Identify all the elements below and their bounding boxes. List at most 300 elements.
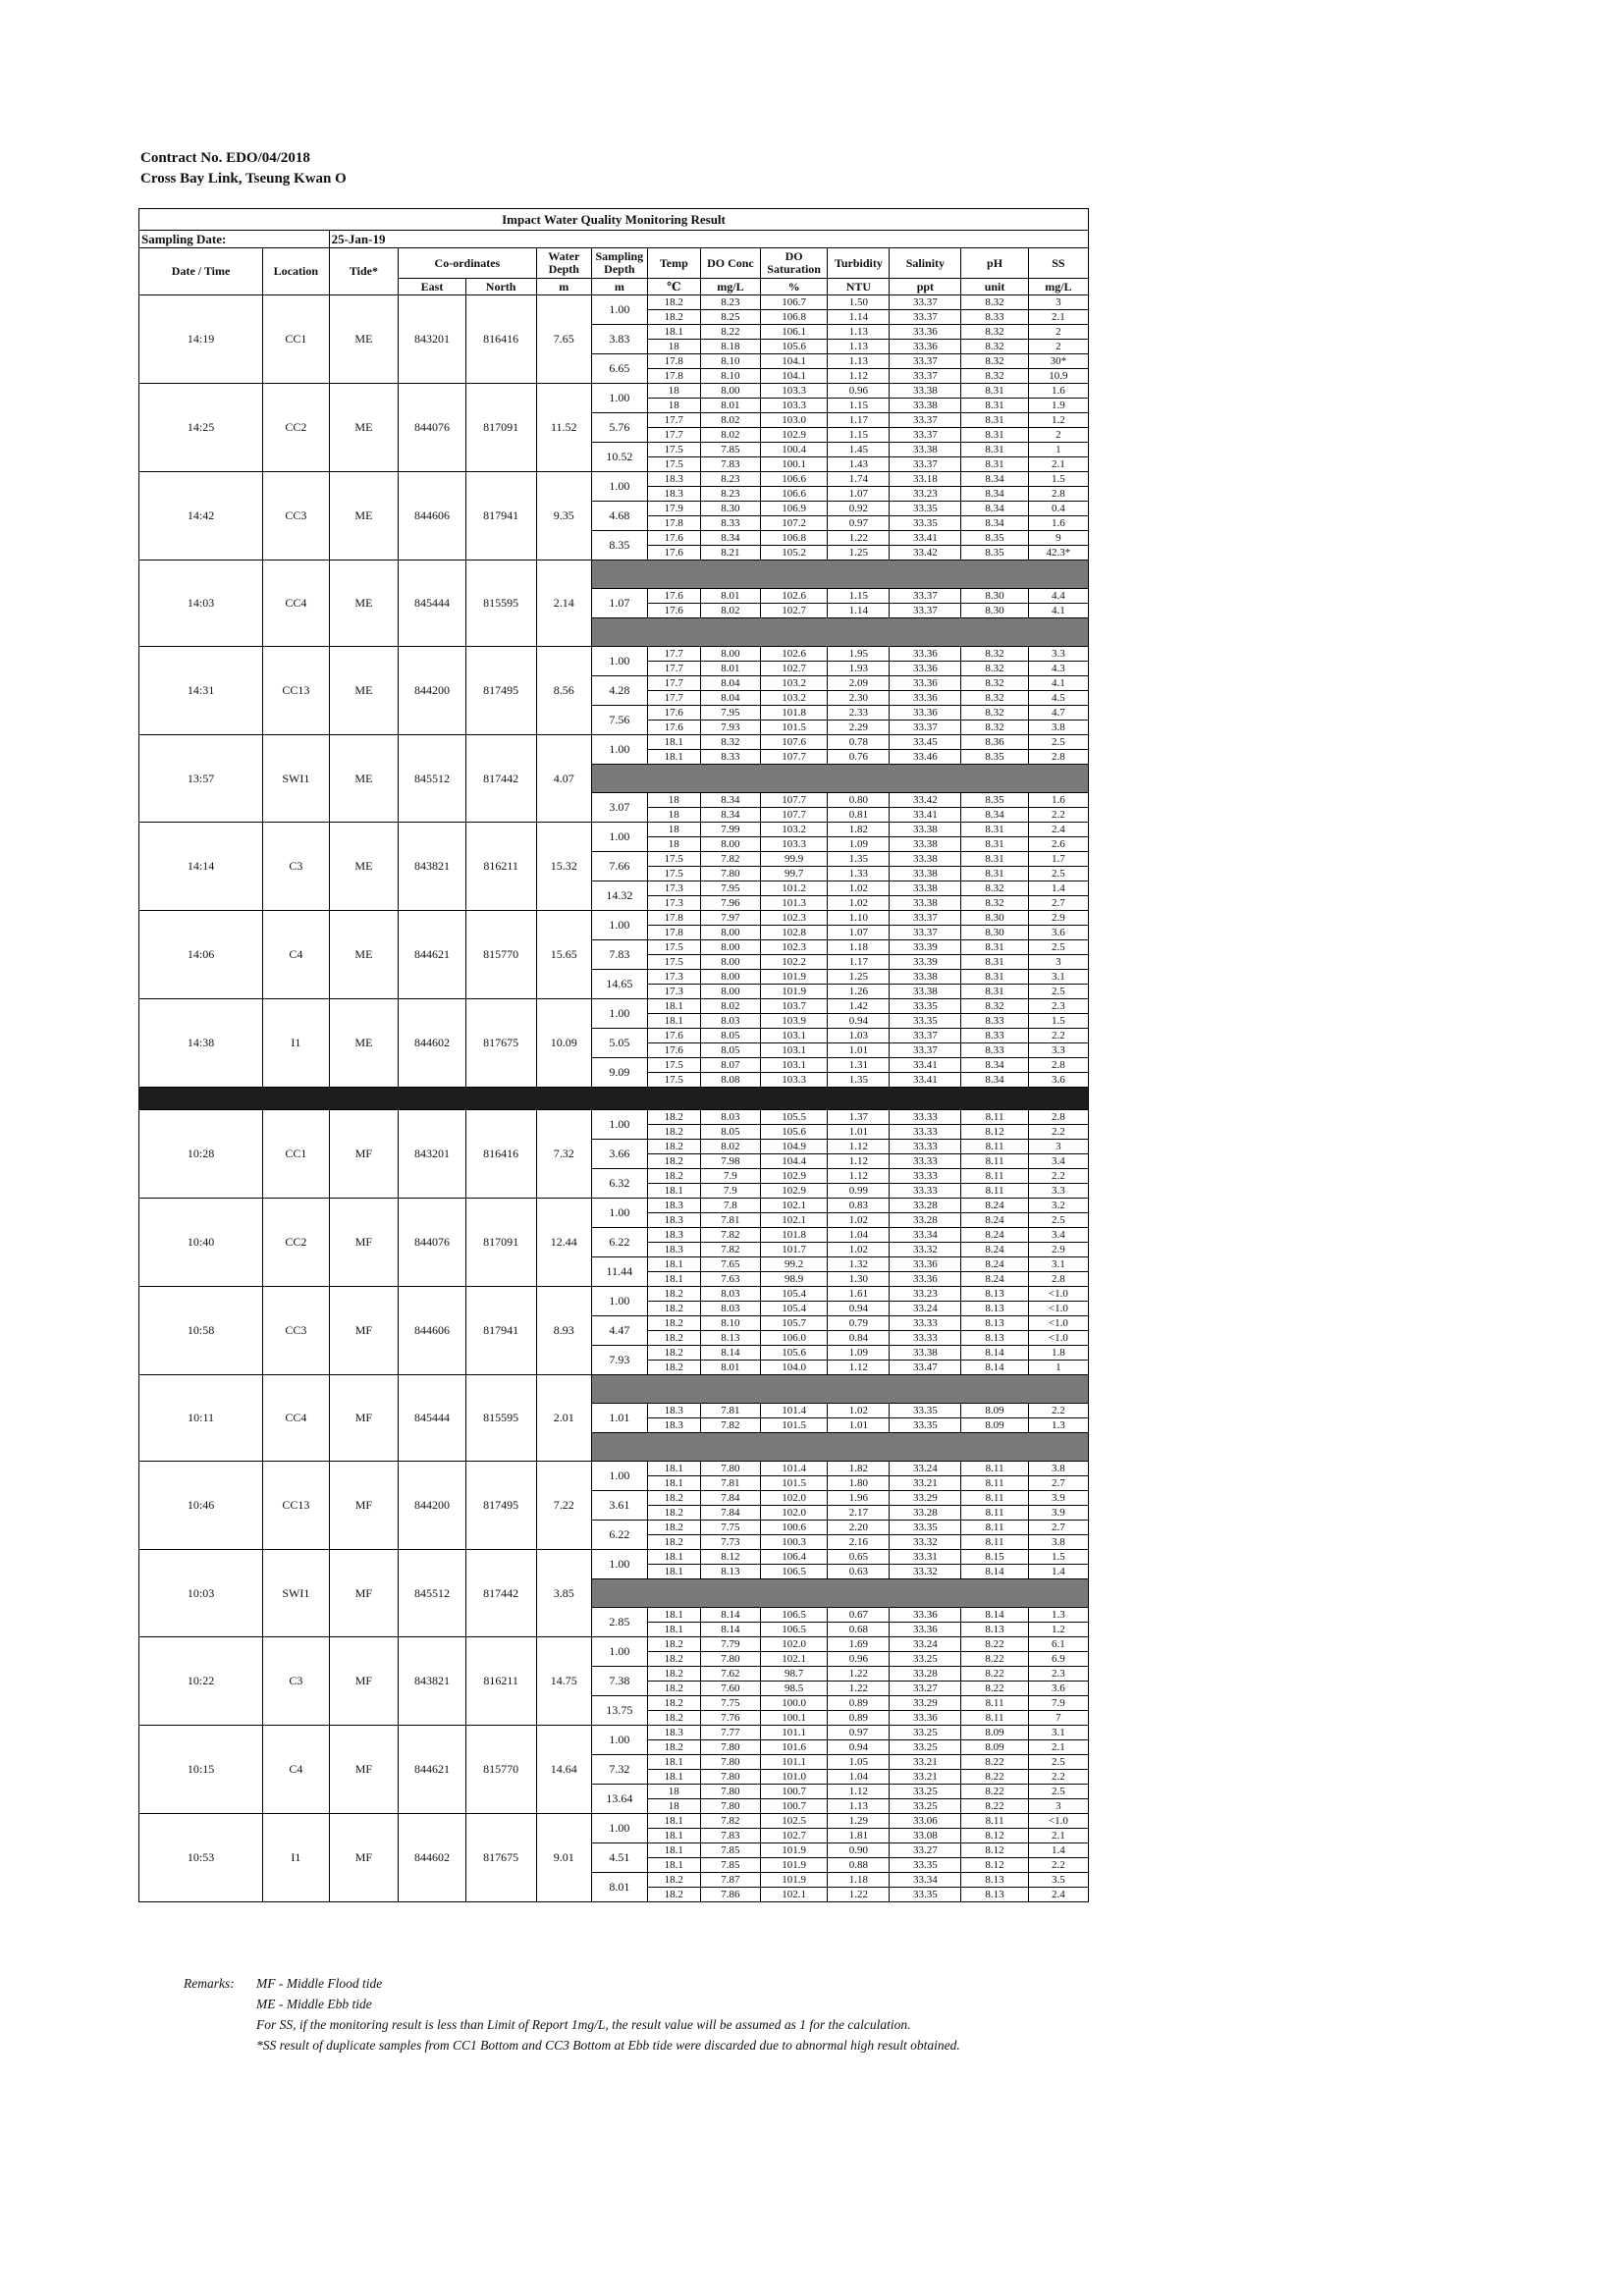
ss-cell: 2.1: [1028, 457, 1088, 472]
temp-cell: 18.2: [647, 1125, 700, 1140]
temp-cell: 18.2: [647, 1361, 700, 1375]
ph-cell: 8.30: [961, 926, 1029, 940]
salinity-cell: 33.38: [890, 970, 961, 985]
temp-cell: 18.1: [647, 1184, 700, 1199]
ss-cell: 3.9: [1028, 1506, 1088, 1521]
do-saturation-cell: 105.7: [760, 1316, 828, 1331]
salinity-cell: 33.33: [890, 1110, 961, 1125]
north-cell: 815595: [465, 1375, 536, 1462]
sampling-date-label: Sampling Date:: [139, 231, 330, 248]
do-conc-cell: 8.05: [700, 1029, 760, 1043]
ss-cell: 1.5: [1028, 472, 1088, 487]
temp-cell: 18.3: [647, 487, 700, 502]
salinity-cell: 33.29: [890, 1491, 961, 1506]
ph-cell: 8.14: [961, 1346, 1029, 1361]
salinity-cell: 33.38: [890, 384, 961, 399]
east-cell: 843201: [399, 295, 466, 384]
salinity-cell: 33.38: [890, 823, 961, 837]
ph-cell: 8.31: [961, 852, 1029, 867]
temp-cell: 18.2: [647, 1506, 700, 1521]
turbidity-cell: 1.25: [828, 970, 890, 985]
turbidity-cell: 1.80: [828, 1476, 890, 1491]
ss-cell: 3.6: [1028, 926, 1088, 940]
salinity-cell: 33.35: [890, 1521, 961, 1535]
turbidity-cell: 0.96: [828, 1652, 890, 1667]
do-saturation-cell: 105.6: [760, 1346, 828, 1361]
ph-cell: 8.09: [961, 1726, 1029, 1740]
tide-cell: ME: [329, 384, 399, 472]
time-cell: 14:03: [139, 561, 263, 647]
ph-cell: 8.11: [961, 1696, 1029, 1711]
ss-cell: 2.1: [1028, 310, 1088, 325]
do-saturation-cell: 101.5: [760, 1418, 828, 1433]
north-cell: 815595: [465, 561, 536, 647]
do-conc-cell: 7.82: [700, 852, 760, 867]
water-depth-cell: 14.64: [536, 1726, 592, 1814]
sampling-depth-cell: 1.00: [592, 735, 648, 765]
turbidity-cell: 1.02: [828, 1404, 890, 1418]
do-conc-cell: 7.9: [700, 1169, 760, 1184]
turbidity-cell: 1.33: [828, 867, 890, 881]
ss-cell: 2.7: [1028, 1521, 1088, 1535]
sampling-depth-cell: 13.75: [592, 1696, 648, 1726]
time-cell: 10:46: [139, 1462, 263, 1550]
temp-cell: 18.1: [647, 1814, 700, 1829]
do-conc-cell: 8.07: [700, 1058, 760, 1073]
temp-cell: 17.8: [647, 926, 700, 940]
do-conc-cell: 8.10: [700, 369, 760, 384]
do-saturation-cell: 102.0: [760, 1506, 828, 1521]
turbidity-cell: 1.30: [828, 1272, 890, 1287]
do-conc-cell: 8.05: [700, 1125, 760, 1140]
do-saturation-cell: 106.7: [760, 295, 828, 310]
ph-cell: 8.24: [961, 1213, 1029, 1228]
do-saturation-cell: 107.7: [760, 808, 828, 823]
location-cell: I1: [263, 1814, 329, 1902]
tide-cell: ME: [329, 735, 399, 823]
sampling-depth-cell: 14.32: [592, 881, 648, 911]
ph-cell: 8.11: [961, 1506, 1029, 1521]
table-row: [139, 561, 1089, 589]
do-conc-cell: 8.14: [700, 1608, 760, 1623]
do-conc-cell: 8.02: [700, 428, 760, 443]
temp-cell: 18.1: [647, 1829, 700, 1843]
do-conc-cell: 8.21: [700, 546, 760, 561]
temp-cell: 18.2: [647, 310, 700, 325]
turbidity-cell: 1.17: [828, 413, 890, 428]
north-cell: 817675: [465, 999, 536, 1088]
ph-cell: 8.14: [961, 1565, 1029, 1579]
temp-cell: 18: [647, 1799, 700, 1814]
do-conc-cell: 7.87: [700, 1873, 760, 1888]
do-conc-cell: 8.34: [700, 531, 760, 546]
do-saturation-cell: 102.1: [760, 1652, 828, 1667]
salinity-cell: 33.47: [890, 1361, 961, 1375]
do-saturation-cell: 100.6: [760, 1521, 828, 1535]
temp-cell: 18.3: [647, 1228, 700, 1243]
do-conc-cell: 8.33: [700, 516, 760, 531]
document-header: [140, 148, 347, 189]
turbidity-cell: 1.02: [828, 896, 890, 911]
time-cell: 14:31: [139, 647, 263, 735]
ss-cell: 2.5: [1028, 940, 1088, 955]
table-row: [139, 472, 1089, 487]
turbidity-cell: 1.07: [828, 926, 890, 940]
sampling-depth-cell: 1.00: [592, 1110, 648, 1140]
temp-cell: 17.5: [647, 940, 700, 955]
do-conc-cell: 8.00: [700, 985, 760, 999]
east-cell: 844606: [399, 1287, 466, 1375]
temp-cell: 17.3: [647, 881, 700, 896]
ss-cell: 2.7: [1028, 1476, 1088, 1491]
salinity-cell: 33.41: [890, 1073, 961, 1088]
turbidity-cell: 1.37: [828, 1110, 890, 1125]
temp-cell: 17.7: [647, 691, 700, 706]
turbidity-cell: 0.67: [828, 1608, 890, 1623]
do-conc-cell: 8.00: [700, 837, 760, 852]
time-cell: 10:22: [139, 1637, 263, 1726]
ss-cell: 2.5: [1028, 1785, 1088, 1799]
ss-cell: 7: [1028, 1711, 1088, 1726]
do-conc-cell: 8.04: [700, 676, 760, 691]
do-conc-cell: 7.60: [700, 1682, 760, 1696]
sampling-depth-cell: 3.83: [592, 325, 648, 354]
do-conc-cell: 8.23: [700, 295, 760, 310]
turbidity-cell: 1.22: [828, 1682, 890, 1696]
temp-cell: 18.2: [647, 1287, 700, 1302]
turbidity-cell: 1.13: [828, 340, 890, 354]
ss-cell: 30*: [1028, 354, 1088, 369]
temp-cell: 17.3: [647, 985, 700, 999]
do-saturation-cell: 102.5: [760, 1814, 828, 1829]
do-conc-cell: 7.77: [700, 1726, 760, 1740]
do-conc-cell: 8.00: [700, 970, 760, 985]
salinity-cell: 33.33: [890, 1169, 961, 1184]
do-saturation-cell: 104.9: [760, 1140, 828, 1154]
time-cell: 10:58: [139, 1287, 263, 1375]
sampling-depth-cell: 4.68: [592, 502, 648, 531]
salinity-cell: 33.34: [890, 1873, 961, 1888]
temp-cell: 18.1: [647, 1623, 700, 1637]
salinity-cell: 33.24: [890, 1462, 961, 1476]
do-conc-cell: 7.82: [700, 1418, 760, 1433]
table-body: [139, 295, 1089, 1902]
do-saturation-cell: 99.2: [760, 1257, 828, 1272]
do-saturation-cell: 106.0: [760, 1331, 828, 1346]
salinity-cell: 33.21: [890, 1770, 961, 1785]
do-saturation-cell: 101.2: [760, 881, 828, 896]
ss-cell: 1.6: [1028, 384, 1088, 399]
water-depth-cell: 9.01: [536, 1814, 592, 1902]
do-conc-cell: 8.02: [700, 999, 760, 1014]
empty-layer-band: [592, 765, 1089, 793]
temp-cell: 17.6: [647, 1043, 700, 1058]
do-saturation-cell: 101.4: [760, 1404, 828, 1418]
location-cell: CC3: [263, 1287, 329, 1375]
ss-cell: 2.8: [1028, 1058, 1088, 1073]
salinity-cell: 33.24: [890, 1302, 961, 1316]
do-saturation-cell: 101.5: [760, 721, 828, 735]
sampling-depth-cell: 9.09: [592, 1058, 648, 1088]
do-conc-cell: 8.18: [700, 340, 760, 354]
do-conc-cell: 7.79: [700, 1637, 760, 1652]
tide-cell: ME: [329, 999, 399, 1088]
temp-cell: 18.1: [647, 1257, 700, 1272]
ph-cell: 8.35: [961, 531, 1029, 546]
ss-cell: 2.4: [1028, 823, 1088, 837]
ph-cell: 8.13: [961, 1316, 1029, 1331]
ph-cell: 8.09: [961, 1740, 1029, 1755]
do-conc-cell: 7.95: [700, 881, 760, 896]
salinity-cell: 33.38: [890, 443, 961, 457]
turbidity-cell: 1.15: [828, 589, 890, 604]
ss-cell: 1.3: [1028, 1418, 1088, 1433]
unit-water-depth: m: [536, 279, 592, 295]
north-cell: 817941: [465, 1287, 536, 1375]
sampling-depth-cell: 3.07: [592, 793, 648, 823]
time-cell: 10:40: [139, 1199, 263, 1287]
ss-cell: 1.6: [1028, 793, 1088, 808]
ph-cell: 8.31: [961, 823, 1029, 837]
do-conc-cell: 8.13: [700, 1331, 760, 1346]
ph-cell: 8.32: [961, 369, 1029, 384]
do-saturation-cell: 98.5: [760, 1682, 828, 1696]
ss-cell: 1.4: [1028, 1565, 1088, 1579]
tide-cell: MF: [329, 1462, 399, 1550]
ss-cell: 3: [1028, 1799, 1088, 1814]
sampling-depth-cell: 7.56: [592, 706, 648, 735]
ss-cell: 1.5: [1028, 1550, 1088, 1565]
ss-cell: 2.2: [1028, 808, 1088, 823]
turbidity-cell: 0.80: [828, 793, 890, 808]
salinity-cell: 33.36: [890, 1711, 961, 1726]
turbidity-cell: 1.03: [828, 1029, 890, 1043]
salinity-cell: 33.41: [890, 1058, 961, 1073]
temp-cell: 18.3: [647, 1418, 700, 1433]
ph-cell: 8.34: [961, 502, 1029, 516]
ss-cell: 2.2: [1028, 1858, 1088, 1873]
do-conc-cell: 8.00: [700, 384, 760, 399]
east-cell: 845444: [399, 1375, 466, 1462]
ss-cell: 1.3: [1028, 1608, 1088, 1623]
ss-cell: 0.4: [1028, 502, 1088, 516]
east-cell: 843821: [399, 1637, 466, 1726]
do-conc-cell: 8.10: [700, 354, 760, 369]
ss-cell: 2.8: [1028, 750, 1088, 765]
do-saturation-cell: 103.1: [760, 1058, 828, 1073]
do-saturation-cell: 101.8: [760, 1228, 828, 1243]
time-cell: 14:42: [139, 472, 263, 561]
ss-cell: 6.1: [1028, 1637, 1088, 1652]
salinity-cell: 33.37: [890, 295, 961, 310]
do-saturation-cell: 101.9: [760, 1843, 828, 1858]
ph-cell: 8.30: [961, 604, 1029, 618]
ph-cell: 8.12: [961, 1858, 1029, 1873]
turbidity-cell: 0.88: [828, 1858, 890, 1873]
temp-cell: 18: [647, 837, 700, 852]
do-saturation-cell: 102.1: [760, 1888, 828, 1902]
sampling-depth-cell: 8.01: [592, 1873, 648, 1902]
ss-cell: 2: [1028, 340, 1088, 354]
ph-cell: 8.11: [961, 1110, 1029, 1125]
do-saturation-cell: 106.9: [760, 502, 828, 516]
salinity-cell: 33.33: [890, 1154, 961, 1169]
do-saturation-cell: 100.4: [760, 443, 828, 457]
do-conc-cell: 8.03: [700, 1287, 760, 1302]
sampling-depth-cell: 1.00: [592, 295, 648, 325]
salinity-cell: 33.35: [890, 1858, 961, 1873]
ss-cell: 3.8: [1028, 1462, 1088, 1476]
temp-cell: 18.2: [647, 1140, 700, 1154]
ss-cell: 3.9: [1028, 1491, 1088, 1506]
time-cell: 10:53: [139, 1814, 263, 1902]
temp-cell: 17.7: [647, 413, 700, 428]
north-cell: 817442: [465, 735, 536, 823]
turbidity-cell: 0.94: [828, 1014, 890, 1029]
do-conc-cell: 8.12: [700, 1550, 760, 1565]
location-cell: CC13: [263, 1462, 329, 1550]
temp-cell: 18.1: [647, 735, 700, 750]
header-east: East: [399, 279, 466, 295]
ph-cell: 8.32: [961, 691, 1029, 706]
do-saturation-cell: 101.3: [760, 896, 828, 911]
header-coordinates: Co-ordinates: [399, 248, 536, 279]
temp-cell: 18.1: [647, 1858, 700, 1873]
water-depth-cell: 10.09: [536, 999, 592, 1088]
temp-cell: 17.7: [647, 428, 700, 443]
east-cell: 844076: [399, 384, 466, 472]
ss-cell: 3.3: [1028, 647, 1088, 662]
salinity-cell: 33.21: [890, 1476, 961, 1491]
do-conc-cell: 8.34: [700, 808, 760, 823]
salinity-cell: 33.06: [890, 1814, 961, 1829]
temp-cell: 17.5: [647, 443, 700, 457]
temp-cell: 18.1: [647, 1565, 700, 1579]
ss-cell: 2.7: [1028, 896, 1088, 911]
do-saturation-cell: 102.6: [760, 647, 828, 662]
do-saturation-cell: 103.9: [760, 1014, 828, 1029]
do-saturation-cell: 106.5: [760, 1608, 828, 1623]
do-saturation-cell: 100.7: [760, 1799, 828, 1814]
do-conc-cell: 7.84: [700, 1491, 760, 1506]
do-saturation-cell: 102.3: [760, 940, 828, 955]
do-conc-cell: 8.00: [700, 940, 760, 955]
empty-layer-band: [592, 1375, 1089, 1404]
do-conc-cell: 7.82: [700, 1228, 760, 1243]
do-saturation-cell: 101.9: [760, 1858, 828, 1873]
ph-cell: 8.24: [961, 1272, 1029, 1287]
ss-cell: <1.0: [1028, 1316, 1088, 1331]
turbidity-cell: 1.42: [828, 999, 890, 1014]
ph-cell: 8.33: [961, 1014, 1029, 1029]
table-row: [139, 1637, 1089, 1652]
north-cell: 817675: [465, 1814, 536, 1902]
table-row: [139, 1814, 1089, 1829]
salinity-cell: 33.36: [890, 1623, 961, 1637]
salinity-cell: 33.33: [890, 1316, 961, 1331]
do-conc-cell: 7.76: [700, 1711, 760, 1726]
east-cell: 844200: [399, 1462, 466, 1550]
do-saturation-cell: 106.6: [760, 472, 828, 487]
do-saturation-cell: 101.9: [760, 1873, 828, 1888]
unit-salinity: ppt: [890, 279, 961, 295]
do-saturation-cell: 100.1: [760, 1711, 828, 1726]
turbidity-cell: 0.84: [828, 1331, 890, 1346]
salinity-cell: 33.41: [890, 531, 961, 546]
east-cell: 844602: [399, 1814, 466, 1902]
ph-cell: 8.22: [961, 1755, 1029, 1770]
temp-cell: 18.1: [647, 750, 700, 765]
temp-cell: 18.2: [647, 1154, 700, 1169]
turbidity-cell: 1.12: [828, 1361, 890, 1375]
sampling-depth-cell: 1.00: [592, 911, 648, 940]
table-row: [139, 823, 1089, 837]
sampling-depth-cell: 5.05: [592, 1029, 648, 1058]
salinity-cell: 33.38: [890, 867, 961, 881]
ss-cell: 4.3: [1028, 662, 1088, 676]
do-conc-cell: 7.80: [700, 1799, 760, 1814]
do-conc-cell: 8.01: [700, 399, 760, 413]
ph-cell: 8.11: [961, 1535, 1029, 1550]
ss-cell: 3.1: [1028, 1726, 1088, 1740]
location-cell: CC1: [263, 295, 329, 384]
do-saturation-cell: 102.7: [760, 662, 828, 676]
do-saturation-cell: 103.3: [760, 837, 828, 852]
turbidity-cell: 1.35: [828, 852, 890, 867]
salinity-cell: 33.35: [890, 502, 961, 516]
turbidity-cell: 2.20: [828, 1521, 890, 1535]
ph-cell: 8.11: [961, 1491, 1029, 1506]
ph-cell: 8.12: [961, 1829, 1029, 1843]
ph-cell: 8.30: [961, 911, 1029, 926]
ss-cell: 1.9: [1028, 399, 1088, 413]
salinity-cell: 33.37: [890, 721, 961, 735]
do-saturation-cell: 101.9: [760, 970, 828, 985]
do-saturation-cell: 103.3: [760, 399, 828, 413]
unit-ph: unit: [961, 279, 1029, 295]
ss-cell: 3.5: [1028, 1873, 1088, 1888]
turbidity-cell: 1.18: [828, 1873, 890, 1888]
ss-cell: 42.3*: [1028, 546, 1088, 561]
ph-cell: 8.22: [961, 1770, 1029, 1785]
do-conc-cell: 7.63: [700, 1272, 760, 1287]
ss-cell: 2.6: [1028, 837, 1088, 852]
turbidity-cell: 1.02: [828, 1213, 890, 1228]
time-cell: 10:28: [139, 1110, 263, 1199]
ph-cell: 8.32: [961, 999, 1029, 1014]
turbidity-cell: 1.43: [828, 457, 890, 472]
tide-cell: ME: [329, 561, 399, 647]
ph-cell: 8.31: [961, 399, 1029, 413]
turbidity-cell: 2.17: [828, 1506, 890, 1521]
ss-cell: 2.5: [1028, 735, 1088, 750]
north-cell: 817941: [465, 472, 536, 561]
do-conc-cell: 8.02: [700, 413, 760, 428]
salinity-cell: 33.46: [890, 750, 961, 765]
do-saturation-cell: 99.9: [760, 852, 828, 867]
ph-cell: 8.31: [961, 384, 1029, 399]
turbidity-cell: 1.04: [828, 1770, 890, 1785]
do-conc-cell: 7.80: [700, 867, 760, 881]
ph-cell: 8.34: [961, 472, 1029, 487]
turbidity-cell: 2.33: [828, 706, 890, 721]
turbidity-cell: 0.99: [828, 1184, 890, 1199]
temp-cell: 18.2: [647, 1169, 700, 1184]
do-conc-cell: 8.03: [700, 1302, 760, 1316]
salinity-cell: 33.25: [890, 1785, 961, 1799]
turbidity-cell: 1.04: [828, 1228, 890, 1243]
turbidity-cell: 1.13: [828, 354, 890, 369]
